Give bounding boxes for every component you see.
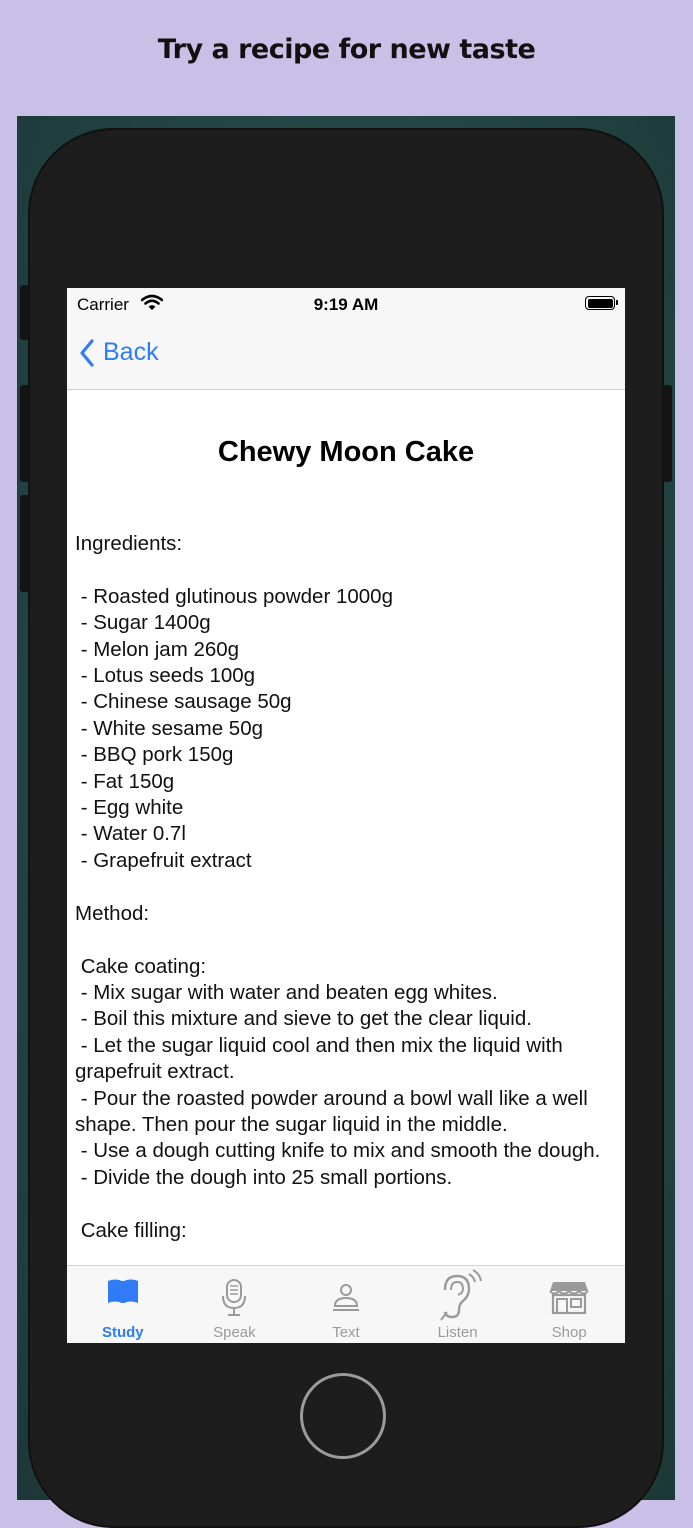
book-icon bbox=[106, 1276, 140, 1311]
tab-listen[interactable] bbox=[402, 1266, 514, 1343]
status-time: 9:19 AM bbox=[313, 295, 379, 314]
battery-icon bbox=[585, 296, 615, 310]
side-button-power bbox=[663, 385, 672, 482]
app-screen bbox=[67, 288, 625, 1343]
person-icon bbox=[331, 1282, 361, 1317]
tab-bar bbox=[67, 1265, 625, 1343]
home-button[interactable] bbox=[300, 1373, 386, 1459]
recipe-scroll-view[interactable] bbox=[67, 390, 625, 1265]
back-button[interactable] bbox=[79, 338, 159, 367]
tab-label: Listen bbox=[437, 1324, 478, 1341]
tab-speak[interactable] bbox=[179, 1266, 291, 1343]
promo-title: Try a recipe for new taste bbox=[157, 34, 536, 65]
tab-label: Shop bbox=[551, 1324, 587, 1341]
recipe-text: Ingredients: - Roasted glutinous powder 1000g - Sugar 1400g - Melon jam 260g - Lotus seeds 100g - Chinese sausage 50g - White sesame 50g - BBQ pork 150g - Fat 150g - Egg white - Water 0.7l - Grapefruit extract Method: Cake coating: - Mix sugar with water and beaten egg whites. - Boil this mixture and sieve to get the clear liquid. - Let the sugar liquid cool and then mix the liquid with grapefruit extract. - Pour the roasted powder around a bowl wall like a well shape. Then pour the sugar liquid in the middle. - Use a dough cutting knife to mix and smooth the dough. - Divide the dough into 25 small portions. Cake filling: bbox=[75, 532, 601, 1242]
tab-label: Text bbox=[332, 1324, 360, 1341]
tab-label: Study bbox=[101, 1324, 144, 1341]
microphone-icon bbox=[218, 1276, 250, 1323]
ear-icon bbox=[431, 1268, 485, 1327]
side-button-volume-down bbox=[20, 495, 29, 592]
back-label: Back bbox=[103, 338, 159, 366]
store-icon bbox=[549, 1278, 589, 1321]
side-button-silent bbox=[20, 285, 29, 340]
recipe-title: Chewy Moon Cake bbox=[217, 436, 475, 468]
tab-text[interactable] bbox=[290, 1266, 402, 1343]
status-bar bbox=[67, 288, 625, 322]
tab-study[interactable] bbox=[67, 1266, 179, 1343]
tab-shop[interactable] bbox=[513, 1266, 625, 1343]
tab-label: Speak bbox=[213, 1324, 256, 1341]
navigation-bar bbox=[67, 322, 625, 390]
side-button-volume-up bbox=[20, 385, 29, 482]
chevron-left-icon bbox=[79, 339, 95, 367]
carrier-label: Carrier bbox=[77, 295, 129, 314]
